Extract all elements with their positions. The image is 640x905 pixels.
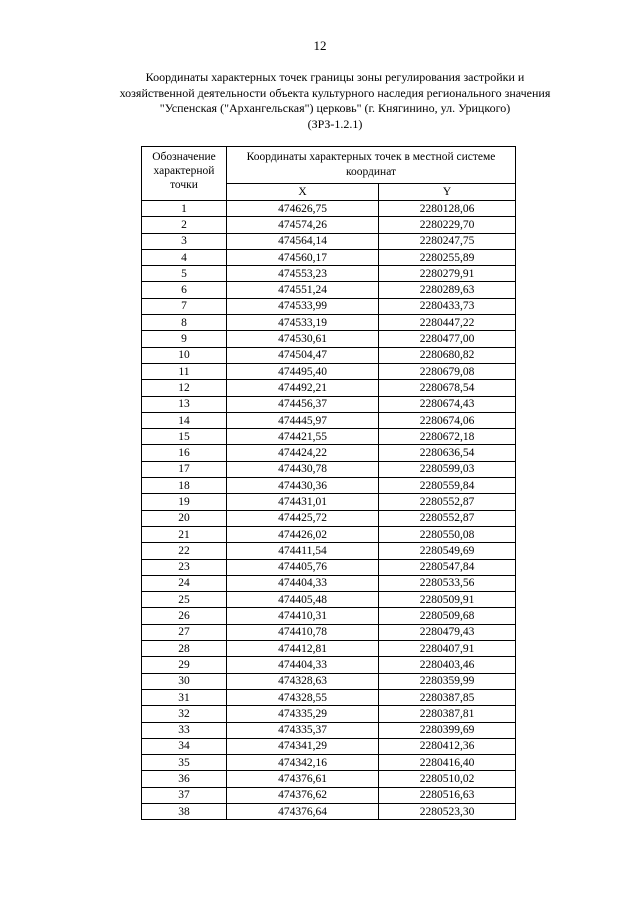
table-row <box>142 641 516 657</box>
x-coordinate-cell: 474553,23 <box>227 266 379 282</box>
table-row <box>142 363 516 379</box>
point-number-cell: 6 <box>142 282 227 298</box>
x-coordinate-cell: 474574,26 <box>227 217 379 233</box>
table-row <box>142 624 516 640</box>
y-coordinate-cell: 2280550,08 <box>379 526 516 542</box>
table-row <box>142 575 516 591</box>
point-number-cell: 37 <box>142 787 227 803</box>
table-row <box>142 494 516 510</box>
x-coordinate-cell: 474551,24 <box>227 282 379 298</box>
point-number-cell: 10 <box>142 347 227 363</box>
y-coordinate-cell: 2280403,46 <box>379 657 516 673</box>
y-coordinate-cell: 2280128,06 <box>379 201 516 217</box>
page-number: 12 <box>313 38 327 53</box>
point-number-cell: 30 <box>142 673 227 689</box>
y-coordinate-cell: 2280399,69 <box>379 722 516 738</box>
x-coordinate-cell: 474424,22 <box>227 445 379 461</box>
x-coordinate-cell: 474328,55 <box>227 689 379 705</box>
y-coordinate-cell: 2280359,99 <box>379 673 516 689</box>
table-row <box>142 510 516 526</box>
y-coordinate-cell: 2280477,00 <box>379 331 516 347</box>
y-coordinate-cell: 2280387,85 <box>379 689 516 705</box>
coordinates-table-body <box>142 201 516 820</box>
point-number-cell: 28 <box>142 641 227 657</box>
y-coordinate-cell: 2280547,84 <box>379 559 516 575</box>
x-coordinate-cell: 474430,78 <box>227 461 379 477</box>
table-row <box>142 233 516 249</box>
x-coordinate-cell: 474425,72 <box>227 510 379 526</box>
point-number-cell: 17 <box>142 461 227 477</box>
x-coordinate-cell: 474411,54 <box>227 543 379 559</box>
table-row <box>142 755 516 771</box>
point-number-cell: 7 <box>142 298 227 314</box>
y-coordinate-cell: 2280510,02 <box>379 771 516 787</box>
x-coordinate-cell: 474404,33 <box>227 575 379 591</box>
point-number-cell: 11 <box>142 363 227 379</box>
table-row <box>142 461 516 477</box>
table-row <box>142 608 516 624</box>
x-coordinate-cell: 474431,01 <box>227 494 379 510</box>
y-coordinate-cell: 2280679,08 <box>379 363 516 379</box>
point-number-cell: 14 <box>142 412 227 428</box>
table-row <box>142 689 516 705</box>
point-number-cell: 33 <box>142 722 227 738</box>
point-number-cell: 20 <box>142 510 227 526</box>
point-number-cell: 5 <box>142 266 227 282</box>
point-number-cell: 22 <box>142 543 227 559</box>
x-coordinate-cell: 474335,37 <box>227 722 379 738</box>
y-coordinate-cell: 2280247,75 <box>379 233 516 249</box>
x-coordinate-cell: 474456,37 <box>227 396 379 412</box>
y-coordinate-cell: 2280387,81 <box>379 706 516 722</box>
point-number-cell: 34 <box>142 738 227 754</box>
x-coordinate-cell: 474533,99 <box>227 298 379 314</box>
table-row <box>142 543 516 559</box>
y-coordinate-cell: 2280279,91 <box>379 266 516 282</box>
x-coordinate-cell: 474410,31 <box>227 608 379 624</box>
y-coordinate-cell: 2280680,82 <box>379 347 516 363</box>
y-coordinate-cell: 2280433,73 <box>379 298 516 314</box>
y-coordinate-cell: 2280479,43 <box>379 624 516 640</box>
table-row <box>142 706 516 722</box>
point-number-cell: 13 <box>142 396 227 412</box>
point-number-cell: 35 <box>142 755 227 771</box>
table-row <box>142 592 516 608</box>
table-row <box>142 249 516 265</box>
coordinates-table <box>141 146 516 820</box>
point-number-cell: 9 <box>142 331 227 347</box>
table-row <box>142 412 516 428</box>
x-coordinate-cell: 474626,75 <box>227 201 379 217</box>
y-coordinate-cell: 2280674,43 <box>379 396 516 412</box>
table-row <box>142 217 516 233</box>
y-coordinate-cell: 2280672,18 <box>379 429 516 445</box>
x-coordinate-cell: 474376,62 <box>227 787 379 803</box>
table-row <box>142 771 516 787</box>
point-number-cell: 25 <box>142 592 227 608</box>
point-number-cell: 21 <box>142 526 227 542</box>
header-point-designation: Обозначение характерной точки <box>142 147 227 201</box>
table-row <box>142 738 516 754</box>
x-coordinate-cell: 474335,29 <box>227 706 379 722</box>
y-coordinate-cell: 2280255,89 <box>379 249 516 265</box>
y-coordinate-cell: 2280533,56 <box>379 575 516 591</box>
x-coordinate-cell: 474412,81 <box>227 641 379 657</box>
point-number-cell: 32 <box>142 706 227 722</box>
table-row <box>142 526 516 542</box>
table-row <box>142 559 516 575</box>
x-coordinate-cell: 474341,29 <box>227 738 379 754</box>
x-coordinate-cell: 474530,61 <box>227 331 379 347</box>
table-row <box>142 201 516 217</box>
y-coordinate-cell: 2280416,40 <box>379 755 516 771</box>
title-line-4: (ЗРЗ-1.2.1) <box>307 116 363 131</box>
title-line-1: Координаты характерных точек границы зоны регулирования застройки и <box>145 70 525 84</box>
x-coordinate-cell: 474405,76 <box>227 559 379 575</box>
point-number-cell: 2 <box>142 217 227 233</box>
y-coordinate-cell: 2280447,22 <box>379 315 516 331</box>
x-coordinate-cell: 474410,78 <box>227 624 379 640</box>
x-coordinate-cell: 474421,55 <box>227 429 379 445</box>
table-row <box>142 445 516 461</box>
table-row <box>142 315 516 331</box>
y-coordinate-cell: 2280559,84 <box>379 478 516 494</box>
y-coordinate-cell: 2280599,03 <box>379 461 516 477</box>
x-coordinate-cell: 474492,21 <box>227 380 379 396</box>
table-row <box>142 282 516 298</box>
y-coordinate-cell: 2280523,30 <box>379 803 516 819</box>
x-coordinate-cell: 474405,48 <box>227 592 379 608</box>
point-number-cell: 8 <box>142 315 227 331</box>
y-coordinate-cell: 2280229,70 <box>379 217 516 233</box>
point-number-cell: 26 <box>142 608 227 624</box>
point-number-cell: 12 <box>142 380 227 396</box>
y-coordinate-cell: 2280678,54 <box>379 380 516 396</box>
x-coordinate-cell: 474533,19 <box>227 315 379 331</box>
table-row <box>142 722 516 738</box>
table-row <box>142 803 516 819</box>
x-coordinate-cell: 474430,36 <box>227 478 379 494</box>
header-y: Y <box>379 184 516 201</box>
x-coordinate-cell: 474376,64 <box>227 803 379 819</box>
y-coordinate-cell: 2280516,63 <box>379 787 516 803</box>
document-title <box>100 70 570 132</box>
point-number-cell: 1 <box>142 201 227 217</box>
table-row <box>142 380 516 396</box>
table-row <box>142 298 516 314</box>
header-x: X <box>227 184 379 201</box>
x-coordinate-cell: 474495,40 <box>227 363 379 379</box>
table-row <box>142 673 516 689</box>
table-row <box>142 787 516 803</box>
table-row <box>142 347 516 363</box>
table-row <box>142 429 516 445</box>
table-row <box>142 657 516 673</box>
y-coordinate-cell: 2280509,68 <box>379 608 516 624</box>
table-row <box>142 266 516 282</box>
y-coordinate-cell: 2280407,91 <box>379 641 516 657</box>
y-coordinate-cell: 2280289,63 <box>379 282 516 298</box>
y-coordinate-cell: 2280674,06 <box>379 412 516 428</box>
point-number-cell: 23 <box>142 559 227 575</box>
table-row <box>142 331 516 347</box>
point-number-cell: 38 <box>142 803 227 819</box>
table-row <box>142 396 516 412</box>
x-coordinate-cell: 474564,14 <box>227 233 379 249</box>
x-coordinate-cell: 474328,63 <box>227 673 379 689</box>
header-coordinates: Координаты характерных точек в местной системе координат <box>227 147 516 184</box>
y-coordinate-cell: 2280509,91 <box>379 592 516 608</box>
y-coordinate-cell: 2280412,36 <box>379 738 516 754</box>
point-number-cell: 15 <box>142 429 227 445</box>
title-line-2: хозяйственной деятельности объекта культурного наследия регионального значения <box>119 85 551 100</box>
x-coordinate-cell: 474404,33 <box>227 657 379 673</box>
point-number-cell: 19 <box>142 494 227 510</box>
y-coordinate-cell: 2280549,69 <box>379 543 516 559</box>
point-number-cell: 36 <box>142 771 227 787</box>
point-number-cell: 4 <box>142 249 227 265</box>
point-number-cell: 18 <box>142 478 227 494</box>
x-coordinate-cell: 474426,02 <box>227 526 379 542</box>
y-coordinate-cell: 2280636,54 <box>379 445 516 461</box>
point-number-cell: 24 <box>142 575 227 591</box>
point-number-cell: 27 <box>142 624 227 640</box>
point-number-cell: 16 <box>142 445 227 461</box>
y-coordinate-cell: 2280552,87 <box>379 510 516 526</box>
x-coordinate-cell: 474445,97 <box>227 412 379 428</box>
y-coordinate-cell: 2280552,87 <box>379 494 516 510</box>
point-number-cell: 29 <box>142 657 227 673</box>
title-line-3: "Успенская ("Архангельская") церковь" (г. Княгинино, ул. Урицкого) <box>159 101 511 115</box>
point-number-cell: 3 <box>142 233 227 249</box>
x-coordinate-cell: 474342,16 <box>227 755 379 771</box>
x-coordinate-cell: 474376,61 <box>227 771 379 787</box>
x-coordinate-cell: 474560,17 <box>227 249 379 265</box>
x-coordinate-cell: 474504,47 <box>227 347 379 363</box>
point-number-cell: 31 <box>142 689 227 705</box>
table-row <box>142 478 516 494</box>
